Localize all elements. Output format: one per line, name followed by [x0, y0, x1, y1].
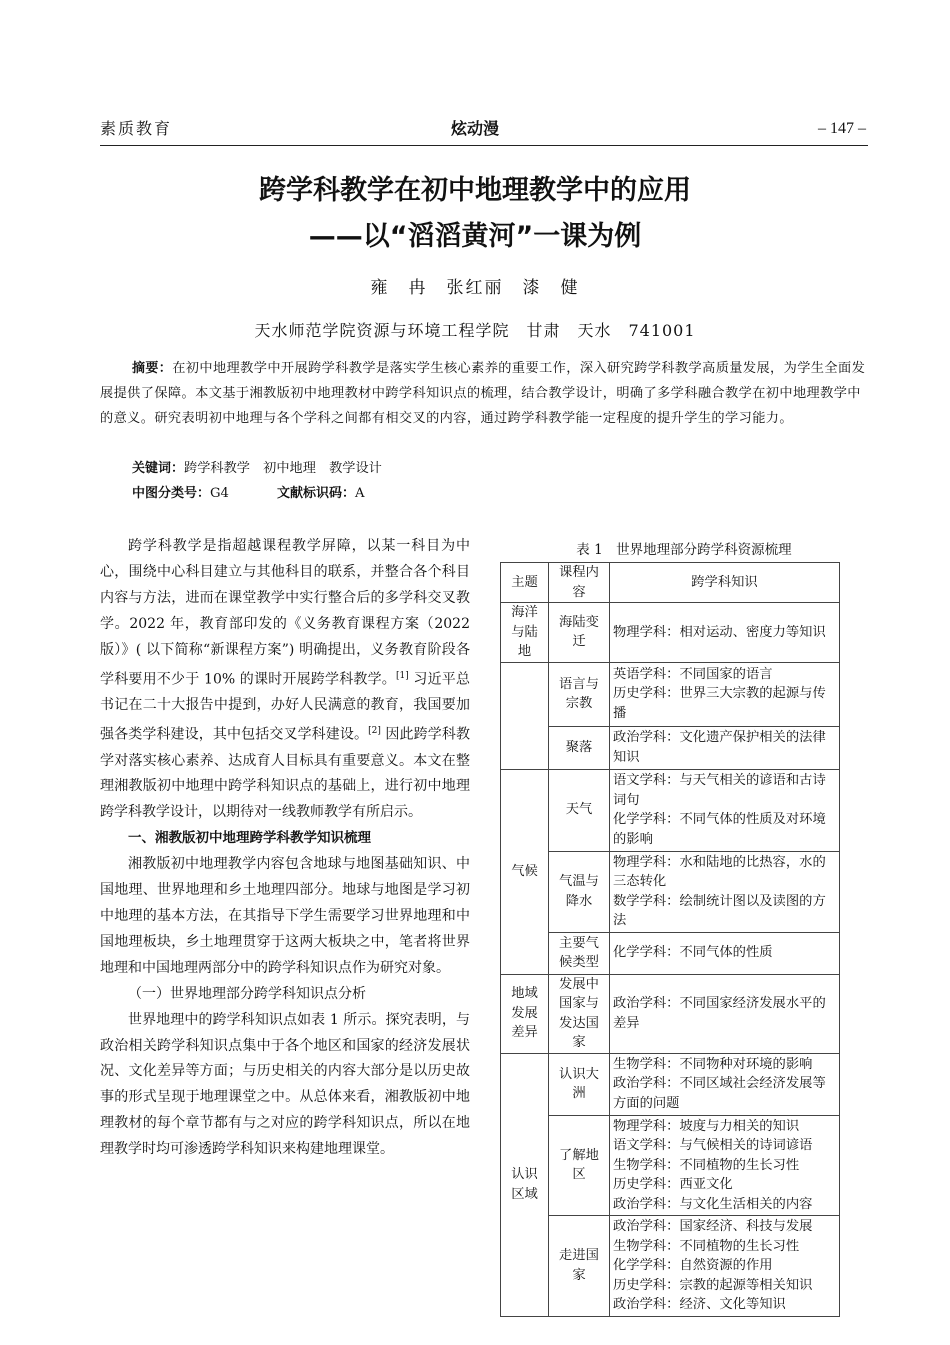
table-header: 课程内容: [549, 563, 610, 603]
knowledge-cell: 英语学科：不同国家的语言 历史学科：世界三大宗教的起源与传播: [610, 662, 840, 726]
abstract: [100, 356, 868, 431]
body-paragraph: 世界地理中的跨学科知识点如表 1 所示。探究表明，与政治相关跨学科知识点集中于各个地区和国家的经济发展状况、文化差异等方面；与历史相关的内容大部分是以历史故事的形式呈现于地理课堂之中。从总体来看，湘教版初中地理教材的每个章节都有与之对应的跨学科知识点，所以在地理教学时均可渗透跨学科知识来构建地理课堂。: [100, 1011, 470, 1158]
theme-cell-empty: [501, 662, 549, 769]
reference-mark: [2]: [368, 726, 381, 736]
knowledge-cell: 物理学科：坡度与力相关的知识 语文学科：与气候相关的诗词谚语 生物学科：不同植物的生长习性 历史学科：西亚文化 政治学科：与文化生活相关的内容: [610, 1115, 840, 1216]
table-row: [501, 1216, 840, 1317]
paper-subtitle: ——以“滔滔黄河”一课为例: [308, 221, 642, 252]
authors: 雍 冉 张红丽 漆 健: [370, 278, 580, 298]
content-cell: 主要气候类型: [549, 932, 610, 974]
body-paragraph: 湘教版初中地理教学内容包含地球与地图基础知识、中国地理、世界地理和乡土地理四部分。地球与地图是学习初中地理的基本方法，在其指导下学生需要学习世界地理和中国地理板块，乡土地理贯穿于这两大板块之中，笔者将世界地理和中国地理两部分中的跨学科知识点作为研究对象。: [100, 856, 470, 976]
abstract-label: 摘要：: [132, 361, 173, 376]
content-cell: 气温与降水: [549, 851, 610, 932]
affiliation: 天水师范学院资源与环境工程学院 甘肃 天水 741001: [254, 321, 696, 340]
theme-cell: 认识区域: [501, 1053, 549, 1316]
theme-cell: 海洋与陆地: [501, 603, 549, 663]
table-row: [501, 851, 840, 932]
keywords-text: 跨学科教学 初中地理 教学设计: [184, 461, 382, 476]
content-cell: 发展中国家与发达国家: [549, 974, 610, 1053]
table-row: [501, 1053, 840, 1115]
knowledge-cell: 物理学科：相对运动、密度力等知识: [610, 603, 840, 663]
keywords-label: 关键词：: [132, 461, 185, 476]
content-cell: 海陆变迁: [549, 603, 610, 663]
journal-section: 素质教育: [100, 119, 173, 138]
table-row: [501, 726, 840, 769]
table-row: [501, 603, 840, 663]
knowledge-cell: 化学学科：不同气体的性质: [610, 932, 840, 974]
theme-cell: 气候: [501, 769, 549, 974]
clc-value: G4: [210, 486, 229, 501]
knowledge-cell: 政治学科：国家经济、科技与发展 生物学科：不同植物的生长习性 化学学科：自然资源的作用 历史学科：宗教的起源等相关知识 政治学科：经济、文化等知识: [610, 1216, 840, 1317]
content-cell: 天气: [549, 769, 610, 851]
paper-title: 跨学科教学在初中地理教学中的应用: [259, 175, 691, 206]
body-text: 跨学科教学是指超越课程教学屏障，以某一科目为中心，围绕中心科目建立与其他科目的联系，并整合各个科目内容与方法，进而在课堂教学中实行整合后的多学科交叉教学。2022 年，教育部印发的《义务教育课程方案（2022 版）》( 以下简称“新课程方案”) 明确提出，义务教育阶段各学科要用不少于 10% 的课时开展跨学科教学。: [100, 538, 470, 688]
theme-cell: 地域发展差异: [501, 974, 549, 1053]
knowledge-cell: 语文学科：与天气相关的谚语和古诗词句 化学学科：不同气体的性质及对环境的影响: [610, 769, 840, 851]
table-row: [501, 932, 840, 974]
header-rule: [100, 145, 868, 146]
doc-code-value: A: [354, 486, 365, 501]
content-cell: 了解地区: [549, 1115, 610, 1216]
body-column: [100, 534, 470, 1163]
doc-code-label: 文献标识码：: [276, 486, 355, 501]
table-row: [501, 1115, 840, 1216]
content-cell: 语言与宗教: [549, 662, 610, 726]
knowledge-table: [500, 562, 840, 1317]
body-text: 习近平总书记在二十大报告中提到，办好人民满意的教育，我国要加强各类学科建设，其中包括交叉学科建设。: [100, 671, 470, 743]
clc-label: 中图分类号：: [132, 486, 211, 501]
table-row: [501, 974, 840, 1053]
knowledge-cell: 政治学科：文化遗产保护相关的法律知识: [610, 726, 840, 769]
table-header: 主题: [501, 563, 549, 603]
classification: [132, 481, 900, 506]
knowledge-cell: 生物学科：不同物种对环境的影响 政治学科：不同区域社会经济发展等方面的问题: [610, 1053, 840, 1115]
knowledge-cell: 政治学科：不同国家经济发展水平的差异: [610, 974, 840, 1053]
journal-name: 炫动漫: [450, 119, 499, 138]
table-header: 跨学科知识: [610, 563, 840, 603]
abstract-text: 在初中地理教学中开展跨学科教学是落实学生核心素养的重要工作，深入研究跨学科教学高质量发展，为学生全面发展提供了保障。本文基于湘教版初中地理教材中跨学科知识点的梳理，结合教学设计，明确了多学科融合教学在初中地理教学中的意义。研究表明初中地理与各个学科之间都有相交叉的内容，通过跨学科教学能一定程度的提升学生的学习能力。: [100, 361, 866, 426]
subsection-heading: （一）世界地理部分跨学科知识点分析: [128, 985, 366, 1002]
keywords: [132, 456, 900, 481]
knowledge-cell: 物理学科：水和陆地的比热容，水的三态转化 数学学科：绘制统计图以及读图的方法: [610, 851, 840, 932]
section-heading: 一、湘教版初中地理跨学科教学知识梳理: [128, 830, 371, 847]
table-row: [501, 769, 840, 851]
table-caption: 表 1 世界地理部分跨学科资源梳理: [576, 542, 792, 558]
page-number: – 147 –: [818, 120, 866, 137]
content-cell: 走进国家: [549, 1216, 610, 1317]
reference-mark: [1]: [396, 670, 409, 681]
content-cell: 认识大洲: [549, 1053, 610, 1115]
body-paragraph: [100, 534, 470, 826]
body-text: 因此跨学科教学对落实核心素养、达成育人目标具有重要意义。本文在整理湘教版初中地理中跨学科知识点的基础上，进行初中地理跨学科教学设计，以期待对一线教师教学有所启示。: [100, 726, 470, 821]
content-cell: 聚落: [549, 726, 610, 769]
table-row: [501, 662, 840, 726]
